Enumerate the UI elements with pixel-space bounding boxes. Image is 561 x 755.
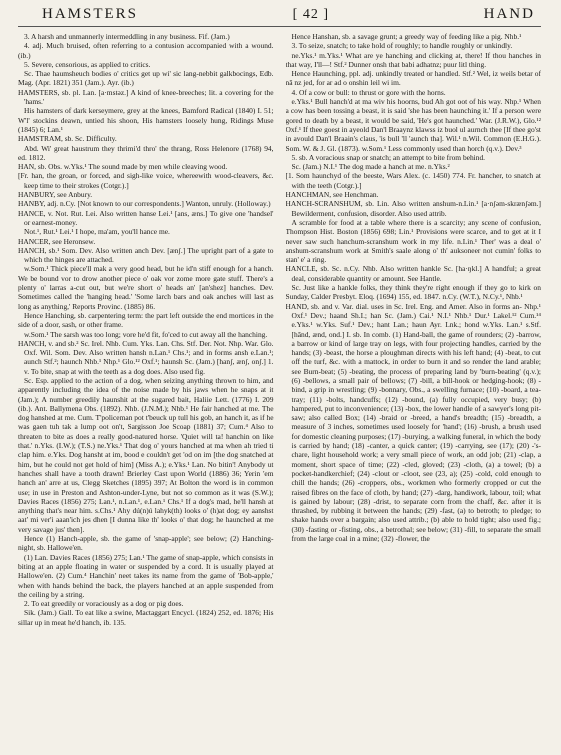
text-columns [18, 32, 541, 752]
entry-paragraph: HAND, sb. and v. Var. dial. uses in Sc. Irel. Eng. and Amer. Also in forms an- Nhp.¹ Oxf.¹ Dev.; haand Sh.I.; han Sc. (Jam.) Cai.¹ N.I.¹ Nhb.¹ Dur.¹ Lakel.¹² Cum.¹⁴ e.Yks.¹ w.Yks. Suf.¹ Dev.; hant Lan.; haun Ayr. Lnk.; hond w.Yks. Lan.¹ s.Stf. [hānd, ænd, ond.] I. sb. In comb. (1) Hand-ball, the game of rounders; (2) -barrow, a barrow or kind of large tray on legs, with four projecting handles, carried by the hands; (3) -beast, the horse a ploughman directs with his left hand; (4) -beat, to cut off the turf, &c. with a mattock, in order to burn it and so render the land arable; see Burn-beat; (5) -beating, the process of preparing land by 'burn-beating' (q.v.); (6) -bellows, a small pair of bellows; (7) -bill, a bill-hook or hedging-hook; (8) -bind, a grip in wrestling; (9) -bonnary, Obs., a swelling furnace; (10) -board, a tea-tray; (11) -bolts, handcuffs; (12) -bound, (a) fully occupied, very busy; (b) hampered, put to inconvenience; (13) -box, the lower handle of a sawyer's long pit-saw; also called Box; (14) -braid or -breed, a hand's breadth; (15) -breadth, a measure of 3 inches, sometimes used loosely for 'hand'; (16) -brush, a brush used for domestic cleaning purposes; (17) -burying, a walking funeral, in which the body is carried by hand; (18) -canter, a quick canter; (19) -carrying, see (17); (20) -'s-chare, light household work; a very small piece of work, an odd job; (21) -clap, a moment, short space of time; (22) -cled, gloved; (23) -cloth, (a) a towel; (b) a pocket-handkerchief; (24) -clout or -cloot, see (23, a); (25) -cold, cold enough to chill the hands; (26) -croppers, obs., workmen who formerly cropped or cut the raised fibres on the face of cloth, by hand; (27) -darg, handiwork, labour, toil; what is gained by labour; (28) -drist, to separate corn from the chaff, &c. after it is thrashed, by rubbing it between the hands; (29) -fast, (a) to betroth; to pledge; to shake hands over a bargain; also used attrib.; (b) able to hold tight; also used fig.; (30) -fasting or -fisting, obs., a betrothal; see below; (31) -fill, to separate the small from the large coal in a mine; (32) -flower, the [285, 301, 541, 544]
entry-paragraph: HANBURY, see Anbury. [18, 190, 93, 200]
entry-paragraph: Sc. (Jam.) N.I.¹ The dog made a hanch at me. n.Yks.² [291, 162, 450, 172]
entry-paragraph: Not.¹, Rut.¹ Lei.¹ I hope, ma'am, you'll hance me. [24, 227, 170, 237]
entry-paragraph: Abd. Wi' great haustrum they thrimi'd thro' the thrang, Ross Helenore (1768) 94, ed. 1812. [18, 143, 274, 162]
right-column [286, 32, 542, 752]
header-right-headword: HAND [483, 6, 535, 22]
entry-paragraph: (1) Lan. Davies Races (1856) 275; Lan.¹ The game of snap-apple, which consists in biting at an apple floating in water or suspended by a cord. It is usually played at Hallowe'en. (2) Cum.⁴ Hanchin' neet takes its name from the game of 'Bob-apple,' when with hands behind the back, the players hanched at an apple suspended from the ceiling by a string. [18, 552, 274, 599]
entry-paragraph: 4. Of a cow or bull: to thrust or gore with the horns. [291, 87, 446, 97]
entry-paragraph: Sik. (Jam.) Gall. To eat like a swine, Mactaggart Encycl. (1824) 252, ed. 1876; His sillar up in meat he'd hanch, ib. 135. [18, 608, 274, 627]
entry-paragraph: HANCH-SCRANSHUM, sb. Lin. Also written anshum-n.Lin.¹ [a·nʃəm-skrænʃəm.] Bewilderment, confusion, disorder. Also used attrib. [285, 199, 541, 218]
entry-paragraph: Sc. Thae haumsheuch bodies o' critics get up wi' sic lang-nebbit galkbocings, Edb. Mag. (Apr. 1821) 351 (Jam.). Ayr. (ib.) [18, 69, 274, 88]
entry-paragraph: HAMSTERS, sb. pl. Lan. [a·mstəz.] A kind of knee-breeches; lit. a covering for the 'hams.' [18, 87, 274, 107]
entry-paragraph: w.Som.¹ The sarsh was too long; vore he'd fit, fo'ced to cut away all the hanching. [24, 329, 268, 339]
entry-paragraph: [1. Som haunchyd of the beeste, Wars Alex. (c. 1450) 774. Fr. hancher, to snatch at with the teeth (Cotgr.).] [285, 171, 541, 190]
entry-paragraph: HAN, sb. Obs. w.Yks.¹ The sound made by men while cleaving wood. [18, 162, 228, 172]
entry-paragraph: 3. To seize, snatch; to take hold of roughly; to handle roughly or unkindly. [291, 41, 513, 51]
entry-paragraph: 2. To eat greedily or voraciously as a dog or pig does. [24, 599, 184, 609]
entry-paragraph: Hence (1) Hanch-apple, sb. the game of 'snap-apple'; see below; (2) Hanching-night, sb. Hallowe'en. [18, 534, 274, 553]
entry-paragraph: HANCER, see Heronsew. [18, 236, 96, 246]
entry-paragraph: His hamsters of dark kerseymere, grey at the knees, Bamford Radical (1840) I. 51; W'l' stockins deawn, untied his shoon, His hamsters loosely hung, Ridings Muse (1845) 6; Lan.¹ [18, 106, 274, 134]
header-left-headword: HAMSTERS [42, 6, 139, 22]
entry-paragraph: 5. sb. A voracious snap or snatch; an attempt to bite from behind. [291, 152, 486, 162]
entry-paragraph: HAMSTRAM, sb. Sc. Difficulty. [18, 134, 117, 144]
entry-paragraph: HANCH, sb.¹ Som. Dev. Also written anch Dev. [ænʃ.] The upright part of a gate to which the hinges are attached. [18, 245, 274, 265]
entry-paragraph: 5. Severe, censorious, as applied to critics. [24, 59, 151, 69]
entry-paragraph: HANCE, v. Not. Rut. Lei. Also written hanse Lei.¹ [ans, æns.] To give one 'handsel' or earnest-money. [18, 208, 274, 227]
page-number: [ 42 ] [292, 7, 329, 22]
left-column [18, 32, 274, 752]
entry-paragraph: Sc. Just like a hankle folks, they think they're right enough if they go to kirk on Sunday, Calder Presbyt. Eloq. (1694) 155, ed. 1847. n.Cy. (W.T.), N.Cy.¹, Nhb.¹ [285, 283, 541, 302]
entry-paragraph: w.Som.¹ Thick piece'll mak a very good head, but he id'n stiff enough for a hanch. We be bound vor to drow another piece o' oak vor zome more gate stuff. There's a plenty o' larras a-cut out, but we're short o' heads an' [an'shez] hanches. Dev. Sometimes called the 'hanging head.' 'Some larch bars and oak anches will last as long as anything,' Reports Provinc. (1885) 86. [18, 264, 274, 311]
entry-paragraph: Hence Hanching, sb. carpentering term: the part left outside the end mortices in the side of a door, sash, or other frame. [18, 310, 274, 330]
entry-paragraph: HANBY, adj. n.Cy. [Not known to our correspondents.] Wanton, unruly. (Holloway.) [18, 199, 271, 209]
entry-paragraph: 4. adj. Much bruised, often referring to a contusion accompanied with a wound. (ib.) [18, 41, 274, 60]
entry-paragraph: e.Yks.¹ Bull hanch'd at ma wiv his hoorns, bud Ah got oot of his way. Nhp.¹ When a cow has been tossing a beast, it is said 'she has been haunching it.' If a person were gored to death by a beast, it would be said, 'He's got haunched.' War. (J.R.W.), Glo.¹² Oxf.¹ If thee goest in ayeold Dan'l Braaynz klawss iz buol ul aurnch thee [If thee go'st in avould Dan'l Braain's claus, 'is bull 'll 'aunch tha]. Wil.¹ n.Wil. Common (E.H.G.). Som. W. & J. Gl. (1873). w.Som.¹ Less commonly used than horch (q.v.). Dev.³ [285, 97, 541, 153]
entry-paragraph: Hence Haunching, ppl. adj. unkindly treated or handled. Stf.² Wel, iz weils betar of nā nz jed, for ar ad o onshin leil wi im. [285, 69, 541, 88]
entry-paragraph: 3. A harsh and unmannerly intermeddling in any business. Fif. (Jam.) [24, 32, 230, 41]
entry-paragraph: [Fr. han, the groan, or forced, and sigh-like voice, whereewith wood-cleavers, &c. keep time to their strokes (Cotgr.).] [18, 171, 274, 190]
entry-paragraph: HANCLE, sb. Sc. n.Cy. Nhb. Also written hankle Sc. [ha·ŋkl.] A handful; a great deal, considerable quantity or amount. See Hantle. [285, 264, 541, 283]
entry-paragraph: Sc. Esp. applied to the action of a dog, when seizing anything thrown to him, and apparently including the idea of the noise made by his jaws when he snaps at it (Jam.); A number greedily haunshit at the sugared bait, Haliie Lett. (1776) I. 209 (ib.). Ant. Ballymena Obs. (1892). Nhb. (J.N.M.); Nhb.¹ He fair hanched at me. The dog hanshed at me. Cum. T'policeman pot t'beuck up tull his gob, an hanch it, as if he was gaen tuh tak a lump oot on't, Sargisson Joe Scoap (1881) 37; Cum.⁴ Also to threaten to bite as does a really good-natured horse. 'Quiet will ta! hanchin on like that.' n.Yks. (I.W.); (T.S.) ne.Yks.¹ That dog o' yours hanched at ma when ah tried ti clap him. e.Yks. Dog hansht at im, bood e couldn't get 'od on im [the dog snatched at him, but he could not get hold of him] (Miss A.); e.Yks.¹ Lan. No bitin'! Anybody ut hanches shall have a tooth drawn! Brierley Cast upon World (1886) 36; Yerin 'em hanch an' arre at us, Clegg Sketches (1895) 397; At Bolton the word is in common use; in use in Preston and Ashton-under-Lyne, but not so common as it was (S.W.); Davies Races (1856) 275; Lan.¹, n.Lan.¹, e.Lan.¹ Chs.¹ If a dog's mad, he'll hansh at anything that's near him. s.Chs.¹ Ahy dú(n)ú lahyk(th) looks o' (h)at dog; ey aanshst aat' mi ver'i aaan'ich jes dhen [I dunna like th' looks o' that dog; he haunched at me very savage jus' then]. [18, 375, 274, 534]
running-header [18, 6, 541, 27]
entry-paragraph: A scramble for food at a table where there is a scarcity; any scene of confusion, Thompson Hist. Boston (1856) 698; Lin.¹ Provisions were scarce, and to get at it I never saw such hanchum-scranshum work in my life. n.Lin.¹ Ther' was a deal o' anshum-scranshum work at Smith's saale along o' th' auksoneer not cumin' folks to stan' e' a ring. [285, 217, 541, 265]
entry-paragraph: HANCHMAN, see Henchman. [285, 190, 379, 200]
entry-paragraph: ne.Yks.¹ m.Yks.¹ What are ye hanching and clicking at, there! If thou hanches in that way, I'll—! Stf.² Dunner onsh that babi adhatnz; puur litl thing. [285, 50, 541, 69]
entry-paragraph: HANCH, v. and sb.² Sc. Irel. Nhb. Cum. Yks. Lan. Chs. Stf. Der. Not. Nhp. War. Glo. Oxf. Wil. Som. Dev. Also written hansh n.Lan.¹ Chs.¹; and in forms ansh e.Lan.¹; aunch Stf.²; haunch Nhb.¹ Nhp.¹ Glo.¹² Oxf.¹; haunsh Sc. (Jam.) [hanʃ, ænʃ, onʃ.] 1. v. To bite, snap at with the teeth as a dog does. Also used fig. [18, 338, 274, 376]
entry-paragraph: Hence Hanshan, sb. a savage grunt; a greedy way of feeding like a pig. Nhb.¹ [291, 32, 522, 41]
